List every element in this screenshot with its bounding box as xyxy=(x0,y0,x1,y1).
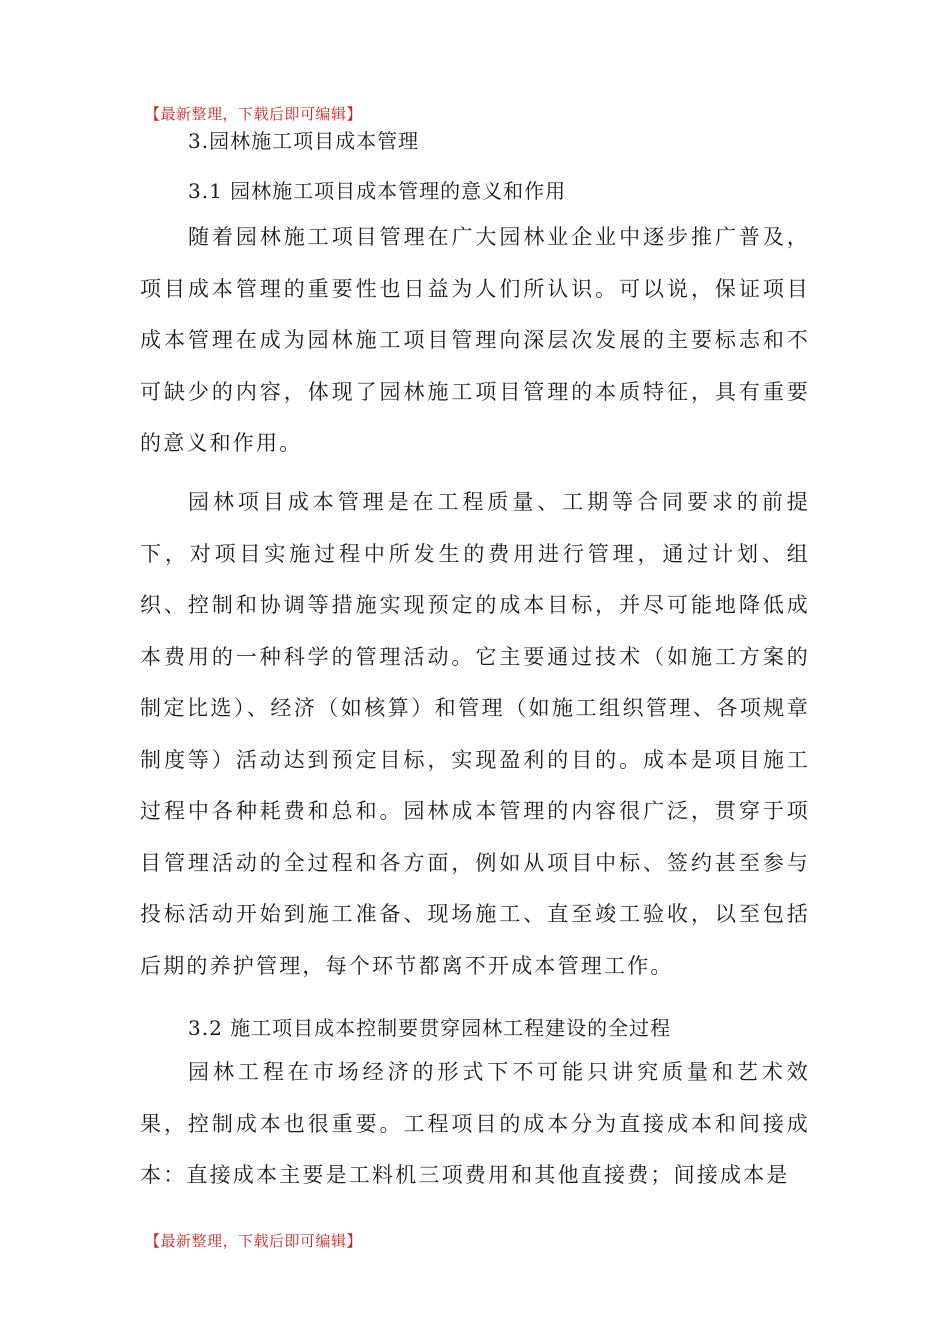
subsection-title-3-1: 3.1 园林施工项目成本管理的意义和作用 xyxy=(188,179,567,203)
editable-notice-banner-bottom: 【最新整理，下载后即可编辑】 xyxy=(145,1232,363,1250)
paragraph-cost-control: 园林工程在市场经济的形式下不可能只讲究质量和艺术效果，控制成本也很重要。工程项目的成本分为直接成本和间接成本：直接成本主要是工料机三项费用和其他直接费；间接成本是 xyxy=(140,1060,810,1187)
editable-notice-banner-top: 【最新整理，下载后即可编辑】 xyxy=(145,105,363,123)
paragraph-cost-management-definition: 园林项目成本管理是在工程质量、工期等合同要求的前提下，对项目实施过程中所发生的费用进行管理，通过计划、组织、控制和协调等措施实现预定的成本目标，并尽可能地降低成本费用的一种科学的管理活动。它主要通过技术（如施工方案的制定比选）、经济（如核算）和管理（如施工组织管理、各项规章制度等）活动达到预定目标，实现盈利的目的。成本是项目施工过程中各种耗费和总和。园林成本管理的内容很广泛，贯穿于项目管理活动的全过程和各方面，例如从项目中标、签约甚至参与投标活动开始到施工准备、现场施工、直至竣工验收，以至包括后期的养护管理，每个环节都离不开成本管理工作。 xyxy=(140,490,810,978)
paragraph-significance: 随着园林施工项目管理在广大园林业企业中逐步推广普及，项目成本管理的重要性也日益为人们所认识。可以说，保证项目成本管理在成为园林施工项目管理向深层次发展的主要标志和不可缺少的内容，体现了园林施工项目管理的本质特征，具有重要的意义和作用。 xyxy=(140,225,810,455)
section-title: 3.园林施工项目成本管理 xyxy=(188,129,420,153)
subsection-title-3-2: 3.2 施工项目成本控制要贯穿园林工程建设的全过程 xyxy=(188,1016,672,1040)
